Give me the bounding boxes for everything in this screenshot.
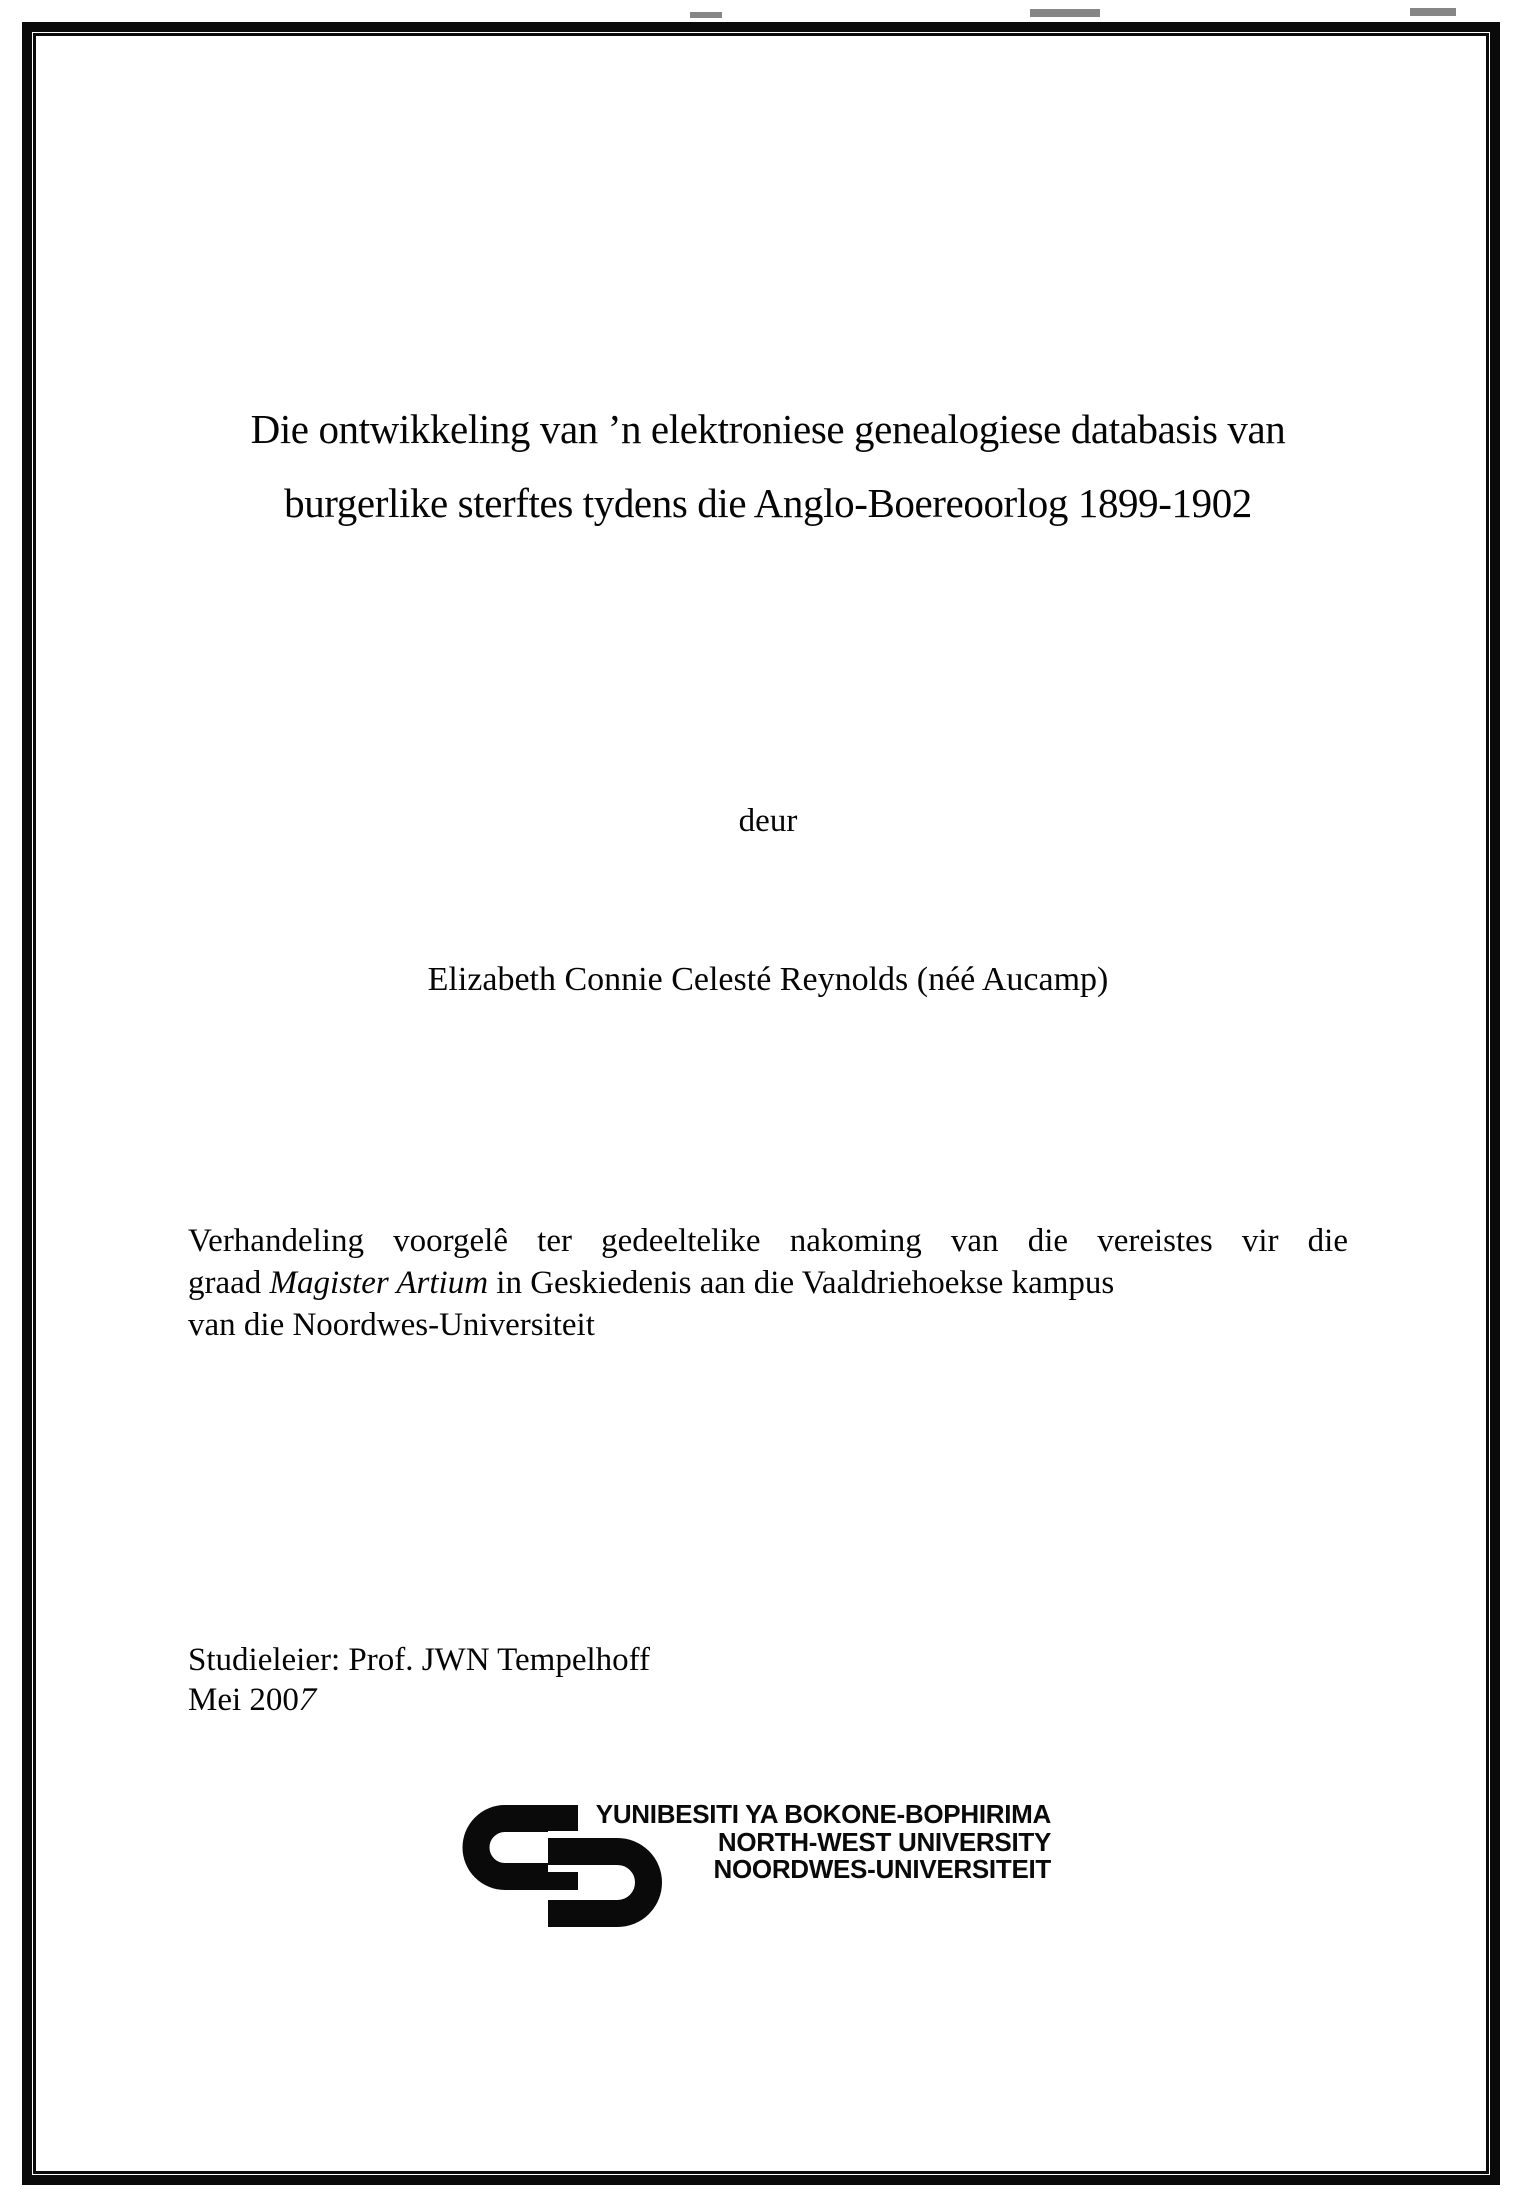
logo-line-setswana: YUNIBESITI YA BOKONE-BOPHIRIMA [595, 1799, 1051, 1829]
thesis-title-line1: Die ontwikkeling van ’n elektroniese genealogiese databasis van [250, 406, 1286, 452]
byline-label: deur [738, 803, 798, 839]
degree-statement-line2-prefix: graad [188, 1265, 270, 1301]
university-logo [440, 1795, 1060, 1940]
degree-statement-line1: Verhandeling voorgelê ter gedeeltelike nakoming van die vereistes vir die [188, 1223, 1348, 1259]
supervisor-block [188, 1640, 650, 1720]
thesis-title-line2: burgerlike sterftes tydens die Anglo-Boereoorlog 1899-1902 [284, 480, 1252, 526]
scan-artifact [1030, 9, 1100, 17]
degree-statement [188, 1220, 1348, 1346]
date-line [188, 1680, 650, 1720]
degree-statement-line2 [188, 1262, 1348, 1304]
author-name: Elizabeth Connie Celesté Reynolds (néé Aucamp) [427, 961, 1109, 998]
thesis-title [188, 392, 1348, 540]
date-prefix: Mei 200 [188, 1682, 299, 1718]
date-last-digit: 7 [294, 1682, 320, 1718]
degree-statement-line3: van die Noordwes-Universiteit [188, 1307, 595, 1343]
scan-artifact [1410, 8, 1456, 16]
scan-artifact [690, 12, 722, 18]
university-logo-wordmark [575, 1801, 1051, 1884]
logo-line-english: NORTH-WEST UNIVERSITY [717, 1826, 1051, 1857]
degree-name-italic: Magister Artium [269, 1265, 489, 1301]
supervisor-line: Studieleier: Prof. JWN Tempelhoff [188, 1642, 651, 1678]
degree-statement-line2-suffix: in Geskiedenis aan die Vaaldriehoekse kampus [488, 1265, 1115, 1301]
logo-line-afrikaans: NOORDWES-UNIVERSITEIT [713, 1854, 1051, 1884]
